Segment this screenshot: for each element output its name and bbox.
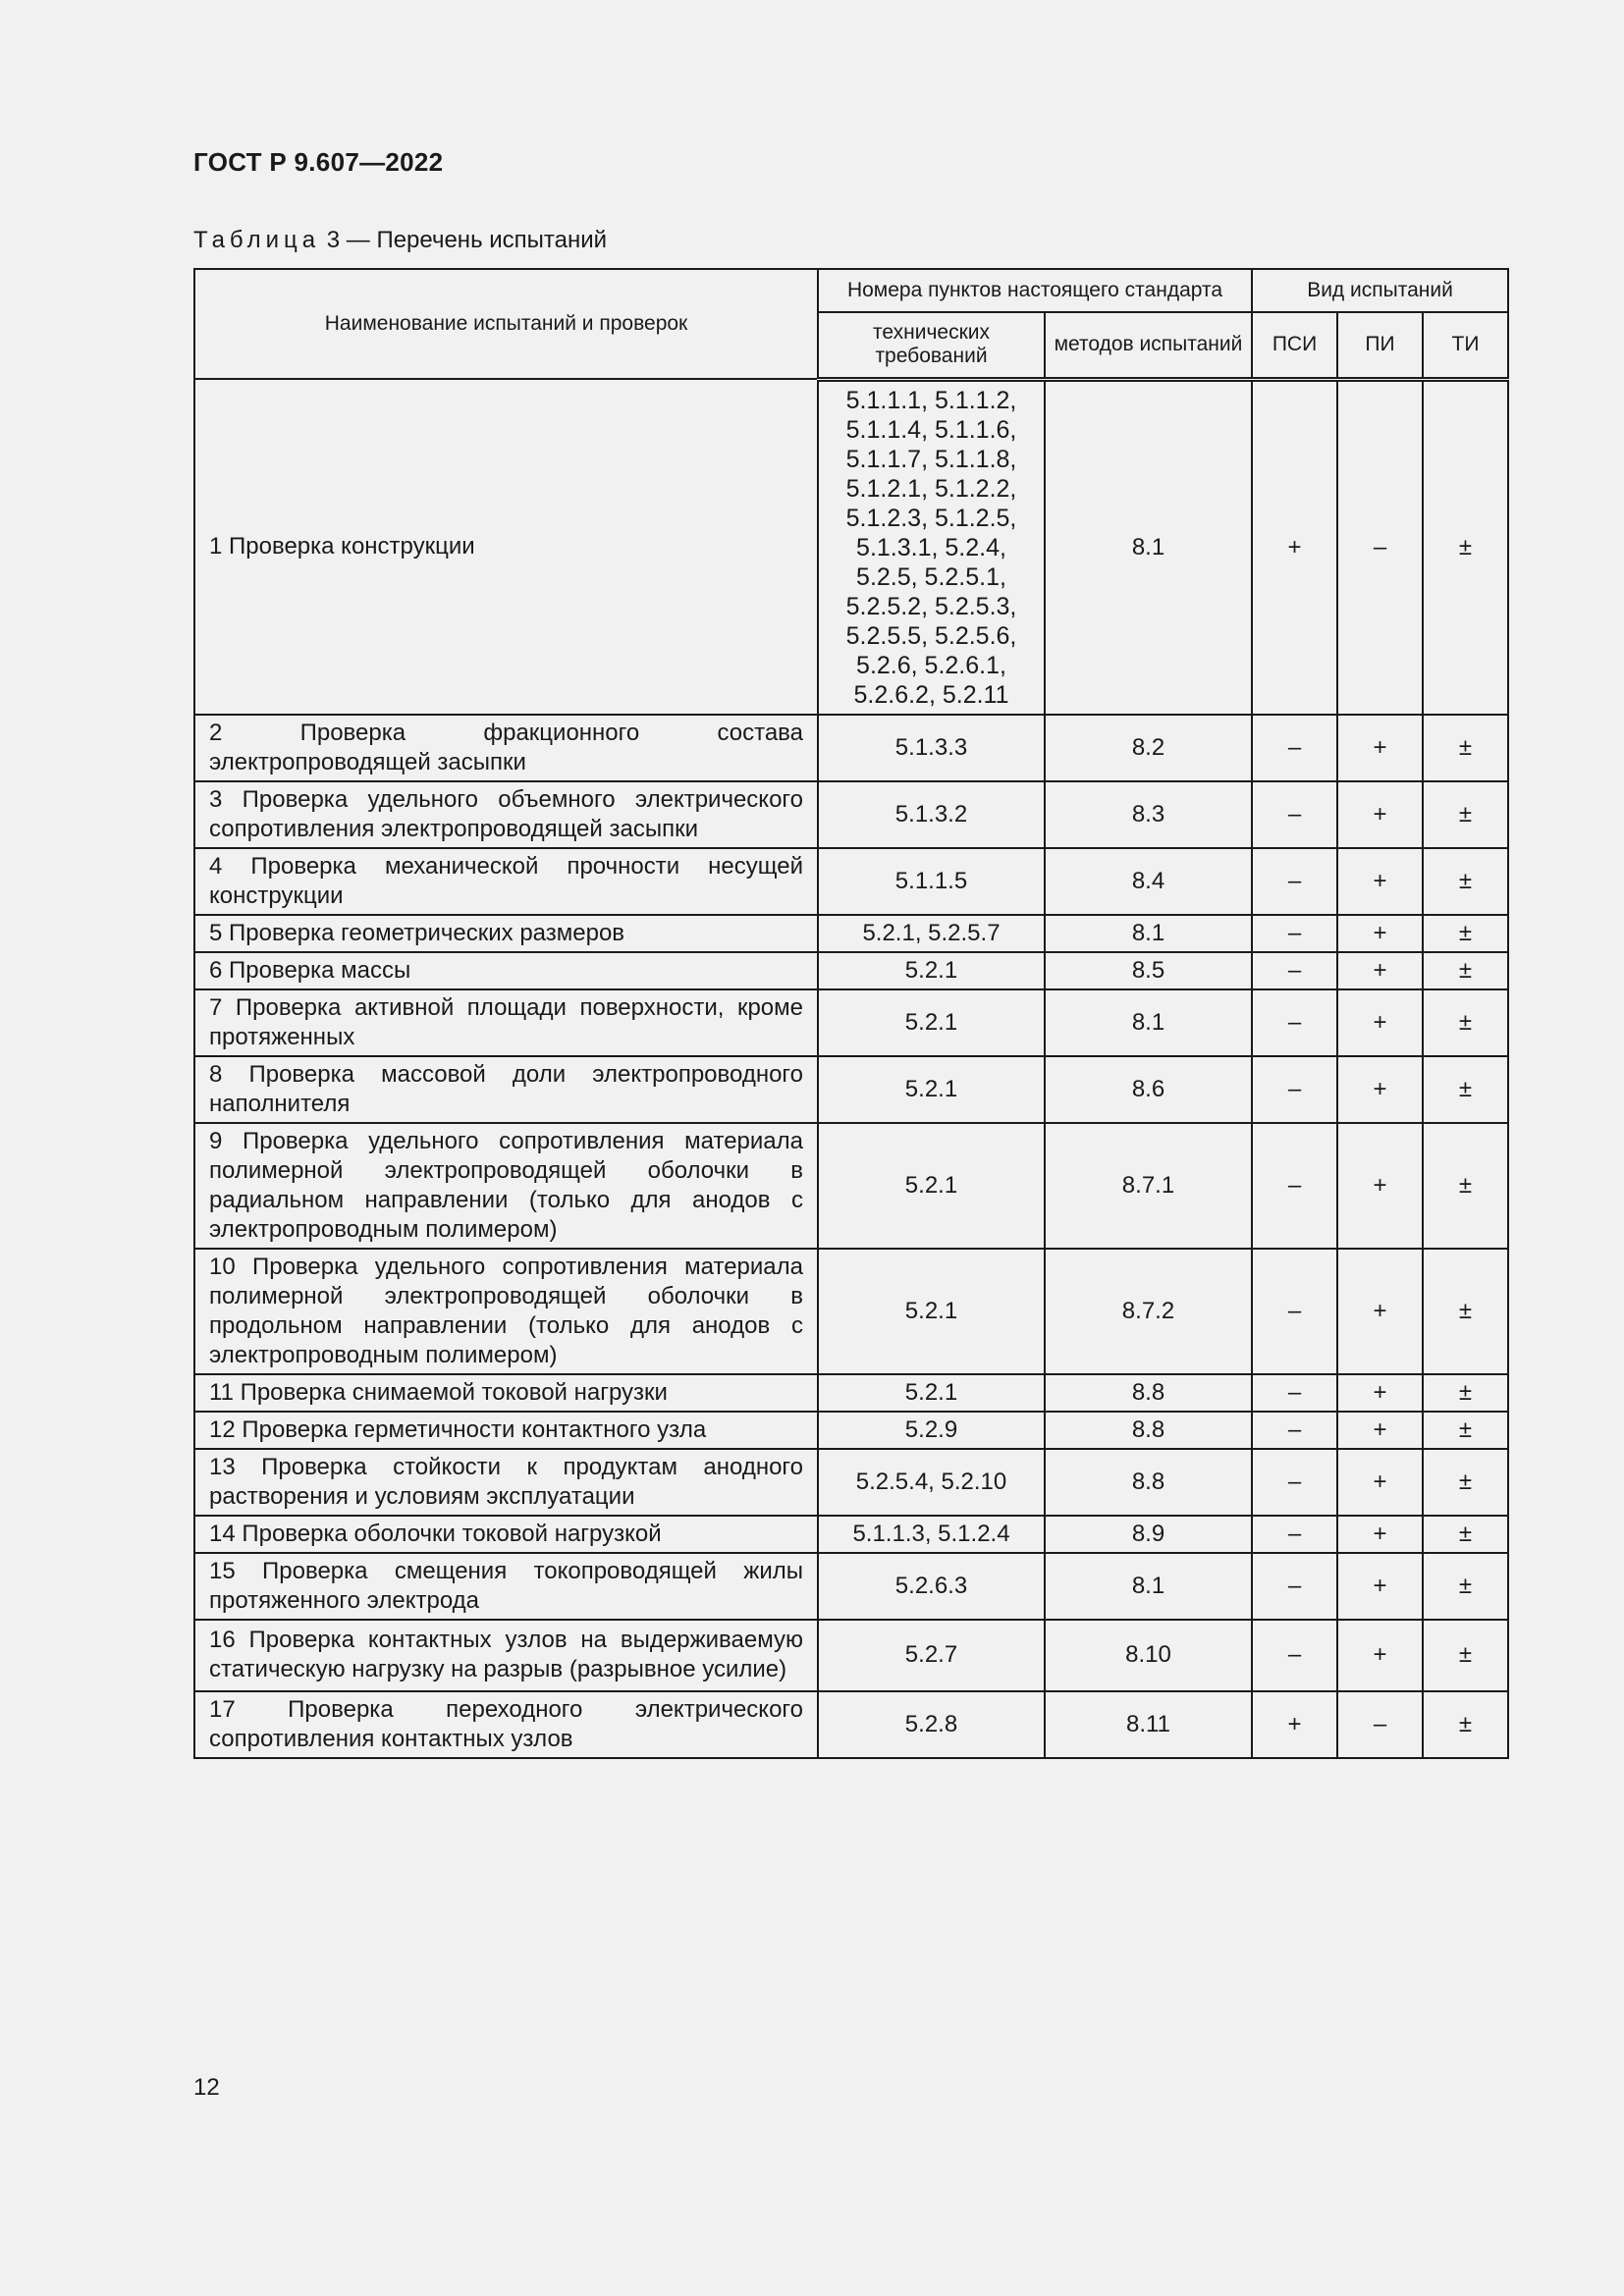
cell-tech-requirements: 5.2.1, 5.2.5.7 xyxy=(818,915,1045,952)
cell-ti: ± xyxy=(1423,989,1508,1056)
table-caption-title: 3 — Перечень испытаний xyxy=(320,227,608,253)
tests-table xyxy=(193,268,1509,1759)
cell-pi: + xyxy=(1337,1412,1423,1449)
cell-test-name: 10 Проверка удельного сопротивления материала полимерной электропроводящей оболочки в продольном направлении (только для анодов с электропроводным полимером) xyxy=(194,1249,818,1374)
cell-psi: – xyxy=(1252,1123,1337,1249)
cell-test-method: 8.1 xyxy=(1045,379,1252,715)
cell-test-method: 8.2 xyxy=(1045,715,1252,781)
cell-tech-requirements: 5.2.1 xyxy=(818,1374,1045,1412)
cell-psi: + xyxy=(1252,1691,1337,1758)
cell-tech-requirements: 5.1.1.5 xyxy=(818,848,1045,915)
table-row xyxy=(194,1620,1508,1691)
cell-ti: ± xyxy=(1423,1374,1508,1412)
cell-psi: – xyxy=(1252,1412,1337,1449)
cell-test-method: 8.7.2 xyxy=(1045,1249,1252,1374)
cell-pi: – xyxy=(1337,1691,1423,1758)
cell-test-method: 8.7.1 xyxy=(1045,1123,1252,1249)
cell-psi: – xyxy=(1252,715,1337,781)
cell-psi: – xyxy=(1252,781,1337,848)
cell-psi: – xyxy=(1252,848,1337,915)
cell-test-name: 2 Проверка фракционного состава электропроводящей засыпки xyxy=(194,715,818,781)
header-psi: ПСИ xyxy=(1252,312,1337,379)
cell-tech-requirements: 5.2.9 xyxy=(818,1412,1045,1449)
cell-ti: ± xyxy=(1423,952,1508,989)
cell-pi: + xyxy=(1337,1056,1423,1123)
cell-tech-requirements: 5.1.1.1, 5.1.1.2, 5.1.1.4, 5.1.1.6, 5.1.1.7, 5.1.1.8, 5.1.2.1, 5.1.2.2, 5.1.2.3, 5.1.2.5, 5.1.3.1, 5.2.4, 5.2.5, 5.2.5.1, 5.2.5.2, 5.2.5.3, 5.2.5.5, 5.2.5.6, 5.2.6, 5.2.6.1, 5.2.6.2, 5.2.11 xyxy=(818,379,1045,715)
cell-psi: – xyxy=(1252,989,1337,1056)
cell-pi: + xyxy=(1337,1620,1423,1691)
cell-test-name: 9 Проверка удельного сопротивления материала полимерной электропроводящей оболочки в радиальном направлении (только для анодов с электропроводным полимером) xyxy=(194,1123,818,1249)
header-test-name: Наименование испытаний и проверок xyxy=(194,269,818,379)
cell-psi: – xyxy=(1252,1374,1337,1412)
table-row xyxy=(194,379,1508,715)
cell-psi: – xyxy=(1252,915,1337,952)
cell-test-name: 4 Проверка механической прочности несущей конструкции xyxy=(194,848,818,915)
cell-psi: – xyxy=(1252,1553,1337,1620)
cell-tech-requirements: 5.2.5.4, 5.2.10 xyxy=(818,1449,1045,1516)
table-caption-prefix: Таблица xyxy=(193,227,321,253)
table-row xyxy=(194,1249,1508,1374)
header-tech-requirements: технических требований xyxy=(818,312,1045,379)
cell-test-method: 8.1 xyxy=(1045,1553,1252,1620)
table-row xyxy=(194,1374,1508,1412)
cell-pi: + xyxy=(1337,989,1423,1056)
page-number: 12 xyxy=(193,2074,220,2101)
cell-ti: ± xyxy=(1423,1449,1508,1516)
header-ti: ТИ xyxy=(1423,312,1508,379)
header-test-methods: методов испытаний xyxy=(1045,312,1252,379)
cell-tech-requirements: 5.2.8 xyxy=(818,1691,1045,1758)
cell-ti: ± xyxy=(1423,1123,1508,1249)
cell-test-method: 8.10 xyxy=(1045,1620,1252,1691)
table-row xyxy=(194,952,1508,989)
cell-tech-requirements: 5.2.1 xyxy=(818,952,1045,989)
cell-tech-requirements: 5.2.1 xyxy=(818,1249,1045,1374)
table-row xyxy=(194,781,1508,848)
document-code: ГОСТ Р 9.607—2022 xyxy=(193,147,444,177)
cell-psi: – xyxy=(1252,1449,1337,1516)
table-row xyxy=(194,1553,1508,1620)
table-caption xyxy=(193,227,607,254)
cell-test-method: 8.9 xyxy=(1045,1516,1252,1553)
cell-pi: + xyxy=(1337,1249,1423,1374)
cell-pi: + xyxy=(1337,915,1423,952)
cell-ti: ± xyxy=(1423,1249,1508,1374)
cell-pi: + xyxy=(1337,848,1423,915)
cell-pi: + xyxy=(1337,1553,1423,1620)
table-row xyxy=(194,1691,1508,1758)
cell-pi: + xyxy=(1337,952,1423,989)
cell-ti: ± xyxy=(1423,1691,1508,1758)
cell-ti: ± xyxy=(1423,379,1508,715)
cell-test-name: 17 Проверка переходного электрического сопротивления контактных узлов xyxy=(194,1691,818,1758)
cell-ti: ± xyxy=(1423,715,1508,781)
cell-psi: – xyxy=(1252,1516,1337,1553)
header-test-kind: Вид испытаний xyxy=(1252,269,1508,312)
table-row xyxy=(194,989,1508,1056)
cell-test-method: 8.1 xyxy=(1045,989,1252,1056)
cell-test-name: 7 Проверка активной площади поверхности, кроме протяженных xyxy=(194,989,818,1056)
cell-test-method: 8.11 xyxy=(1045,1691,1252,1758)
cell-ti: ± xyxy=(1423,1516,1508,1553)
table-row xyxy=(194,1412,1508,1449)
table-row xyxy=(194,848,1508,915)
cell-pi: + xyxy=(1337,1123,1423,1249)
cell-test-name: 12 Проверка герметичности контактного узла xyxy=(194,1412,818,1449)
cell-ti: ± xyxy=(1423,1412,1508,1449)
cell-test-name: 15 Проверка смещения токопроводящей жилы протяженного электрода xyxy=(194,1553,818,1620)
cell-test-name: 1 Проверка конструкции xyxy=(194,379,818,715)
table-row xyxy=(194,915,1508,952)
table-row xyxy=(194,1516,1508,1553)
cell-pi: + xyxy=(1337,1449,1423,1516)
cell-tech-requirements: 5.2.1 xyxy=(818,1056,1045,1123)
cell-test-method: 8.6 xyxy=(1045,1056,1252,1123)
table-row xyxy=(194,1056,1508,1123)
cell-test-name: 11 Проверка снимаемой токовой нагрузки xyxy=(194,1374,818,1412)
cell-test-name: 13 Проверка стойкости к продуктам анодного растворения и условиям эксплуатации xyxy=(194,1449,818,1516)
cell-test-method: 8.3 xyxy=(1045,781,1252,848)
cell-tech-requirements: 5.2.1 xyxy=(818,989,1045,1056)
cell-pi: + xyxy=(1337,1374,1423,1412)
cell-ti: ± xyxy=(1423,915,1508,952)
cell-ti: ± xyxy=(1423,848,1508,915)
cell-psi: – xyxy=(1252,1620,1337,1691)
table-row xyxy=(194,1123,1508,1249)
cell-tech-requirements: 5.2.1 xyxy=(818,1123,1045,1249)
cell-test-method: 8.4 xyxy=(1045,848,1252,915)
header-pi: ПИ xyxy=(1337,312,1423,379)
table-row xyxy=(194,1449,1508,1516)
cell-ti: ± xyxy=(1423,1056,1508,1123)
cell-psi: + xyxy=(1252,379,1337,715)
cell-tech-requirements: 5.1.3.3 xyxy=(818,715,1045,781)
cell-ti: ± xyxy=(1423,1620,1508,1691)
cell-test-method: 8.8 xyxy=(1045,1412,1252,1449)
cell-test-name: 3 Проверка удельного объемного электрического сопротивления электропроводящей засыпки xyxy=(194,781,818,848)
cell-tech-requirements: 5.2.6.3 xyxy=(818,1553,1045,1620)
cell-pi: + xyxy=(1337,781,1423,848)
cell-ti: ± xyxy=(1423,781,1508,848)
cell-test-method: 8.8 xyxy=(1045,1449,1252,1516)
header-clause-numbers: Номера пунктов настоящего стандарта xyxy=(818,269,1252,312)
cell-test-method: 8.1 xyxy=(1045,915,1252,952)
cell-psi: – xyxy=(1252,1249,1337,1374)
cell-tech-requirements: 5.2.7 xyxy=(818,1620,1045,1691)
cell-tech-requirements: 5.1.3.2 xyxy=(818,781,1045,848)
cell-pi: + xyxy=(1337,1516,1423,1553)
cell-psi: – xyxy=(1252,1056,1337,1123)
cell-test-name: 16 Проверка контактных узлов на выдерживаемую статическую нагрузку на разрыв (разрывное усилие) xyxy=(194,1620,818,1691)
cell-test-method: 8.8 xyxy=(1045,1374,1252,1412)
cell-psi: – xyxy=(1252,952,1337,989)
cell-pi: – xyxy=(1337,379,1423,715)
cell-ti: ± xyxy=(1423,1553,1508,1620)
cell-tech-requirements: 5.1.1.3, 5.1.2.4 xyxy=(818,1516,1045,1553)
table-row xyxy=(194,715,1508,781)
cell-test-name: 8 Проверка массовой доли электропроводного наполнителя xyxy=(194,1056,818,1123)
cell-test-name: 14 Проверка оболочки токовой нагрузкой xyxy=(194,1516,818,1553)
cell-test-name: 6 Проверка массы xyxy=(194,952,818,989)
cell-test-name: 5 Проверка геометрических размеров xyxy=(194,915,818,952)
cell-pi: + xyxy=(1337,715,1423,781)
cell-test-method: 8.5 xyxy=(1045,952,1252,989)
